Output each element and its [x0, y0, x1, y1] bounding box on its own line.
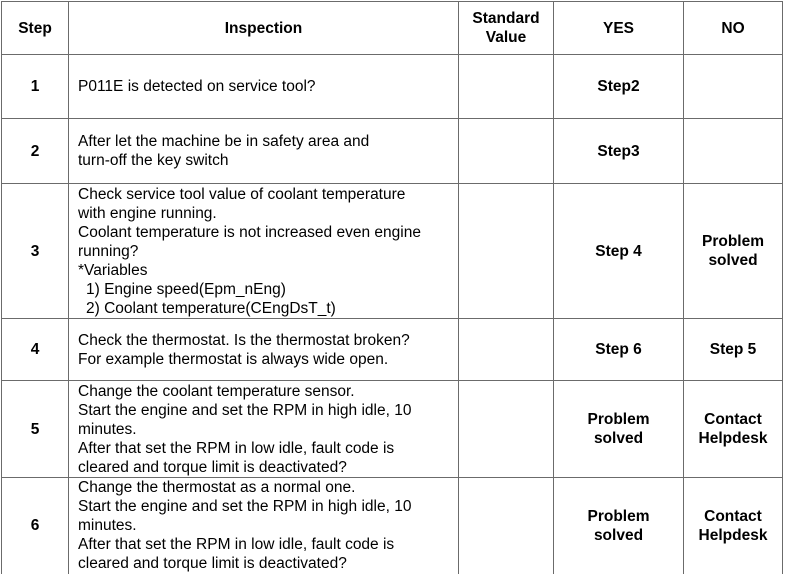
inspection-line: After let the machine be in safety area and [78, 133, 370, 150]
standard-value-cell [459, 319, 554, 381]
inspection-cell [69, 319, 459, 381]
header-no: NO [684, 2, 783, 55]
inspection-line: turn-off the key switch [78, 152, 229, 169]
header-row [2, 2, 783, 55]
inspection-line: minutes. [78, 420, 137, 438]
inspection-line: Change the coolant temperature sensor. [78, 382, 355, 400]
step-number: 4 [2, 319, 69, 381]
inspection-line: running? [78, 242, 139, 260]
no-cell [684, 184, 783, 319]
header-step: Step [2, 2, 69, 55]
inspection-cell [69, 119, 459, 184]
standard-value-cell [459, 381, 554, 478]
inspection-line: Start the engine and set the RPM in high idle, 10 [78, 401, 412, 419]
table-row [2, 55, 783, 119]
inspection-line: cleared and torque limit is deactivated? [78, 458, 347, 476]
header-standard-value-line2: Value [485, 29, 527, 46]
header-standard-value [459, 2, 554, 55]
inspection-line: cleared and torque limit is deactivated? [78, 555, 347, 573]
no-line: Problem [701, 233, 764, 250]
standard-value-cell [459, 478, 554, 574]
variable-item: 2) Coolant temperature(CEngDsT_t) [86, 299, 336, 317]
no-line: solved [708, 252, 758, 269]
step-number: 1 [2, 55, 69, 119]
table-row [2, 319, 783, 381]
standard-value-cell [459, 119, 554, 184]
yes-cell [554, 478, 684, 574]
no-cell [684, 119, 783, 184]
variable-item: 1) Engine speed(Epm_nEng) [86, 280, 286, 298]
no-cell [684, 55, 783, 119]
inspection-line: After that set the RPM in low idle, fault code is [78, 439, 395, 457]
no-line: Contact [704, 507, 762, 525]
yes-line: Step 4 [595, 242, 642, 260]
no-cell [684, 478, 783, 574]
header-yes: YES [554, 2, 684, 55]
inspection-line: *Variables [78, 261, 148, 279]
yes-line: solved [593, 526, 644, 544]
yes-cell [554, 55, 684, 119]
inspection-cell [69, 184, 459, 319]
table-row [2, 478, 783, 574]
inspection-cell [69, 381, 459, 478]
step-number: 5 [2, 381, 69, 478]
header-standard-value-line1: Standard [472, 10, 540, 27]
table-row [2, 184, 783, 319]
standard-value-cell [459, 184, 554, 319]
no-cell [684, 319, 783, 381]
troubleshooting-table [1, 1, 783, 574]
no-line: Helpdesk [698, 526, 768, 544]
table-row [2, 119, 783, 184]
inspection-line: Start the engine and set the RPM in high idle, 10 [78, 498, 412, 516]
inspection-cell [69, 478, 459, 574]
yes-cell [554, 381, 684, 478]
yes-line: Step3 [597, 142, 640, 160]
table-row [2, 381, 783, 478]
inspection-line: with engine running. [78, 204, 217, 222]
yes-line: Problem [587, 411, 650, 428]
header-inspection: Inspection [69, 2, 459, 55]
yes-cell [554, 119, 684, 184]
yes-cell [554, 319, 684, 381]
no-line: Contact [704, 411, 762, 428]
yes-line: Problem [587, 507, 650, 525]
inspection-line: Check the thermostat. Is the thermostat broken? [78, 331, 410, 349]
no-cell [684, 381, 783, 478]
inspection-line: Coolant temperature is not increased even engine [78, 223, 421, 241]
no-line: Helpdesk [698, 430, 768, 447]
yes-line: Step2 [597, 78, 640, 95]
step-number: 3 [2, 184, 69, 319]
standard-value-cell [459, 55, 554, 119]
yes-cell [554, 184, 684, 319]
step-number: 6 [2, 478, 69, 574]
no-line: Step 5 [709, 341, 757, 358]
inspection-line: Change the thermostat as a normal one. [78, 479, 356, 497]
inspection-line: After that set the RPM in low idle, fault code is [78, 536, 395, 554]
inspection-cell [69, 55, 459, 119]
inspection-line: Check service tool value of coolant temperature [78, 185, 406, 203]
step-number: 2 [2, 119, 69, 184]
yes-line: solved [593, 430, 644, 447]
yes-line: Step 6 [595, 341, 642, 358]
inspection-line: minutes. [78, 517, 137, 535]
inspection-line: P011E is detected on service tool? [78, 78, 316, 95]
inspection-line: For example thermostat is always wide open. [78, 350, 389, 368]
